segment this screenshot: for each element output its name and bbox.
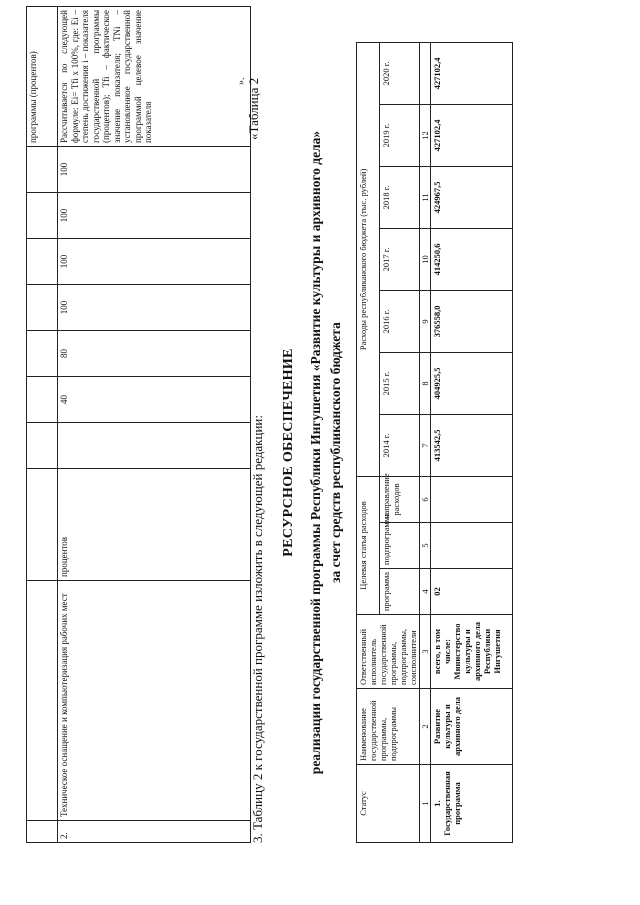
row-value: 404925,5: [431, 352, 513, 414]
header-subprogram: подпрограмма: [379, 523, 419, 569]
prev-row-note: программы (процентов): [27, 7, 58, 147]
row-direction: [431, 476, 513, 522]
header-year: 2020 г.: [379, 42, 419, 104]
col-number: 4: [420, 569, 431, 615]
col-number: 1: [420, 765, 431, 843]
row-value: 427102,4: [431, 42, 513, 104]
table-row: [27, 7, 58, 843]
header-year: 2017 г.: [379, 228, 419, 290]
col-number: 6: [420, 476, 431, 522]
section-subheading: реализации государственной программы Республики Ингушетия «Развитие культуры и архивного дела»: [308, 130, 323, 775]
table-row: [431, 42, 513, 842]
header-year: 2019 г.: [379, 104, 419, 166]
indicator-value: 100: [58, 239, 251, 285]
indicator-empty: [58, 423, 251, 469]
header-status: Статус: [357, 765, 420, 843]
table-row: [58, 7, 251, 843]
formula-note: Рассчитывается по следующей формуле: Ei= Tfi x 100%, где: Ei – степень достижения i – показателя государственной программы (процентов); Tfi – фактическое значение показателя; TNi – установленное государственной программой целевое значение показателя: [58, 7, 251, 147]
indicator-value: 80: [58, 331, 251, 377]
col-number: 2: [420, 689, 431, 765]
row-program: 02: [431, 569, 513, 615]
closing-quote: ».: [236, 77, 247, 85]
section-subheading-2: за счет средств республиканского бюджета: [328, 322, 343, 583]
header-program: программа: [379, 569, 419, 615]
header-year: 2014 г.: [379, 414, 419, 476]
col-number: [420, 42, 431, 104]
header-year: 2018 г.: [379, 166, 419, 228]
indicator-value: 100: [58, 285, 251, 331]
indicator-value: 40: [58, 377, 251, 423]
header-target: Целевая статья расходов: [357, 476, 380, 614]
header-name: Наименование государственной программы, подпрограммы: [357, 689, 420, 765]
indicator-value: 100: [58, 193, 251, 239]
amendment-paragraph: 3. Таблицу 2 к государственной программе изложить в следующей редакции:: [250, 415, 265, 843]
col-number: 8: [420, 352, 431, 414]
col-number: 12: [420, 104, 431, 166]
header-year: 2015 г.: [379, 352, 419, 414]
row-value: 427102,4: [431, 104, 513, 166]
col-number: 3: [420, 615, 431, 689]
section-heading: РЕСУРСНОЕ ОБЕСПЕЧЕНИЕ: [281, 348, 296, 557]
indicator-unit: процентов: [58, 469, 251, 581]
header-executor: Ответственный исполнитель государственной программы, подпрограммы, соисполнители: [357, 615, 420, 689]
row-status: 1. Государственная программа: [431, 765, 513, 843]
header-expenses: Расходы республиканского бюджета (тыс. рублей): [357, 42, 380, 476]
col-number: 11: [420, 166, 431, 228]
row-executor: всего, в том числе: Министерство культуры и архивного дела Республики Ингушетия: [431, 615, 513, 689]
row-value: 376558,0: [431, 290, 513, 352]
indicators-table: [26, 6, 251, 843]
row-number: 2.: [58, 821, 251, 843]
table-label: «Таблица 2: [246, 77, 261, 140]
column-number-row: [420, 42, 431, 842]
resources-table: [356, 42, 513, 843]
col-number: 9: [420, 290, 431, 352]
col-number: 5: [420, 523, 431, 569]
row-subprogram: [431, 523, 513, 569]
row-value: 424967,5: [431, 166, 513, 228]
row-name: Развитие культуры и архивного дела: [431, 689, 513, 765]
row-value: 413542,5: [431, 414, 513, 476]
indicator-value: 100: [58, 147, 251, 193]
table-header-row: [357, 42, 380, 842]
header-year: 2016 г.: [379, 290, 419, 352]
col-number: 7: [420, 414, 431, 476]
row-value: 414250,6: [431, 228, 513, 290]
indicator-name: Техническое оснащение и компьютеризация рабочих мест: [58, 581, 251, 821]
col-number: 10: [420, 228, 431, 290]
header-direction: направление расходов: [379, 476, 419, 522]
